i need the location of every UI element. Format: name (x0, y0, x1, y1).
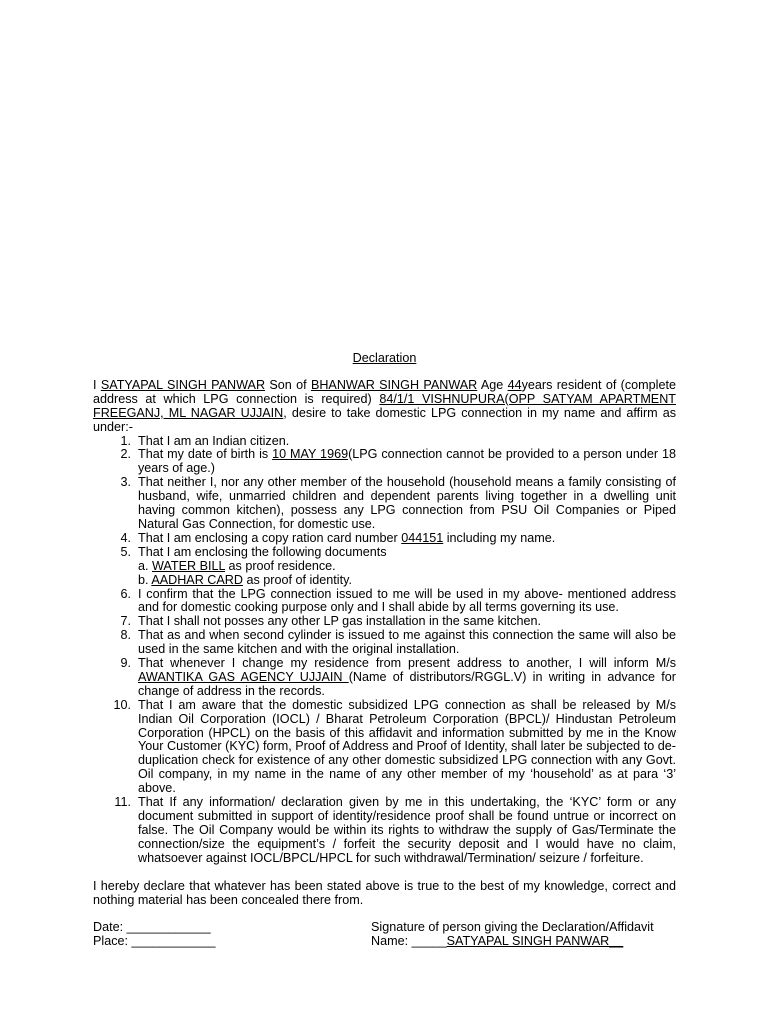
item-number: 11. (114, 795, 131, 810)
item-text: That I shall not posses any other LP gas installation in the same kitchen. (138, 614, 541, 629)
signature-label: Signature of person giving the Declaration/Affidavit (371, 920, 654, 935)
item-text: That my date of birth is (138, 447, 273, 462)
list-item (93, 615, 676, 629)
intro-paragraph (93, 379, 676, 435)
item-number: 4. (120, 530, 131, 545)
intro-text-3: Age (477, 377, 508, 392)
declaration-body (93, 352, 676, 949)
signature-block (93, 921, 676, 949)
father-name: BHANWAR SINGH PANWAR (310, 377, 478, 392)
item-text: (LPG connection cannot be provided to a person under 18 years of age.) (138, 447, 676, 476)
item-number: 10. (113, 697, 131, 712)
declaration-list (93, 435, 676, 866)
list-item (93, 588, 676, 616)
item-text: That I am enclosing a copy ration card number (138, 530, 402, 545)
declarant-address: 84/1/1 VISHNUPURA(OPP SATYAM APARTMENT FREEGANJ, ML NAGAR UJJAIN (93, 391, 676, 420)
ration-card-number: 044151 (401, 530, 444, 545)
item-number: 2. (120, 447, 131, 462)
item-number: 8. (120, 628, 131, 643)
item-text: That as and when second cylinder is issued to me against this connection the same will also be used in the same kitchen and with the original installation. (138, 628, 676, 657)
place-field: Place: ____________ (93, 934, 216, 949)
list-item (93, 699, 676, 796)
signatory-name: SATYAPAL SINGH PANWAR__ (446, 934, 624, 949)
sub-text: as proof residence. (225, 558, 336, 573)
item-text: That I am an Indian citizen. (138, 433, 290, 448)
date-field: Date: ____________ (93, 920, 211, 935)
list-item (93, 532, 676, 546)
distributor-name: AWANTIKA GAS AGENCY UJJAIN (138, 669, 349, 684)
item-number: 5. (120, 544, 131, 559)
item-text: including my name. (443, 530, 556, 545)
sub-text: as proof of identity. (242, 572, 352, 587)
item-text: That neither I, nor any other member of the household (household means a family consisting of husband, wife, unmarried children and dependent parents living together in a dwelling unit having common kitchen), possess any LPG connection from PSU Oil Companies or Piped Natural Gas Connection, for domestic use. (138, 475, 676, 531)
list-item (93, 476, 676, 532)
intro-text-4: years resident of (complete address at which LPG connection is required) (93, 377, 676, 406)
item-number: 1. (120, 433, 131, 448)
date-place-block (93, 921, 371, 949)
item-number: 7. (120, 614, 131, 629)
residence-proof-doc: WATER BILL (152, 558, 226, 573)
item-number: 3. (120, 475, 131, 490)
name-field (371, 935, 676, 949)
list-item (93, 796, 676, 866)
list-item (93, 435, 676, 449)
item-text: That If any information/ declaration given by me in this undertaking, the ‘KYC’ form or any document submitted in support of identity/residence proof shall be found untrue or incorrect on false. The Oil Company would be within its rights to withdraw the supply of Gas/Terminate the connection/size the equipment’s / forfeit the security deposit and I would have no claim, whatsoever against IOCL/BPCL/HPCL for such withdrawal/Termination/ seizure / forfeiture. (138, 795, 676, 865)
item-text: That whenever I change my residence from present address to another, I will inform M/s (138, 656, 676, 671)
intro-text-2: Son of (265, 377, 311, 392)
signatory-block (371, 921, 676, 949)
identity-proof-doc: AADHAR CARD (151, 572, 243, 587)
closing-statement: I hereby declare that whatever has been stated above is true to the best of my knowledge, correct and nothing material has been concealed there from. (93, 878, 676, 907)
document-title: Declaration (352, 351, 417, 365)
list-item (93, 448, 676, 476)
list-item (93, 657, 676, 699)
sub-label: b. (138, 572, 152, 587)
item-number: 6. (120, 586, 131, 601)
item-text: That I am enclosing the following documents (138, 544, 387, 559)
name-label: Name: _____ (371, 934, 447, 949)
item-text: That I am aware that the domestic subsidized LPG connection as shall be released by M/s Indian Oil Corporation (IOCL) / Bharat Petroleum Corporation (BPCL)/ Hindustan Petroleum Corporation (HPCL) on the basis of this affidavit and information submitted by me in the Know Your Customer (KYC) form, Proof of Address and Proof of Identity, shall later be subjected to de-duplication check for existence of any other domestic subsidized LPG connection with any Govt. Oil company, in my name in the name of any other member of my ‘household’ as at para ‘3’ above. (138, 697, 676, 796)
declarant-age: 44 (507, 377, 522, 392)
list-item (93, 629, 676, 657)
item-number: 9. (120, 656, 131, 671)
list-item (93, 546, 676, 588)
date-of-birth: 10 MAY 1969 (272, 447, 349, 462)
item-text: I confirm that the LPG connection issued to me will be used in my above- mentioned address and for domestic cooking purpose only and I shall abide by all terms governing its use. (138, 586, 676, 615)
document-a (138, 560, 676, 574)
item-text: (Name of distributors/RGGL.V) in writing in advance for change of address in the records. (138, 669, 676, 698)
sub-label: a. (138, 558, 153, 573)
document-b (138, 574, 676, 588)
intro-text-1: I (93, 377, 101, 392)
intro-text-5: , desire to take domestic LPG connection in my name and affirm as under:- (93, 405, 676, 434)
declarant-name: SATYAPAL SINGH PANWAR (100, 377, 266, 392)
